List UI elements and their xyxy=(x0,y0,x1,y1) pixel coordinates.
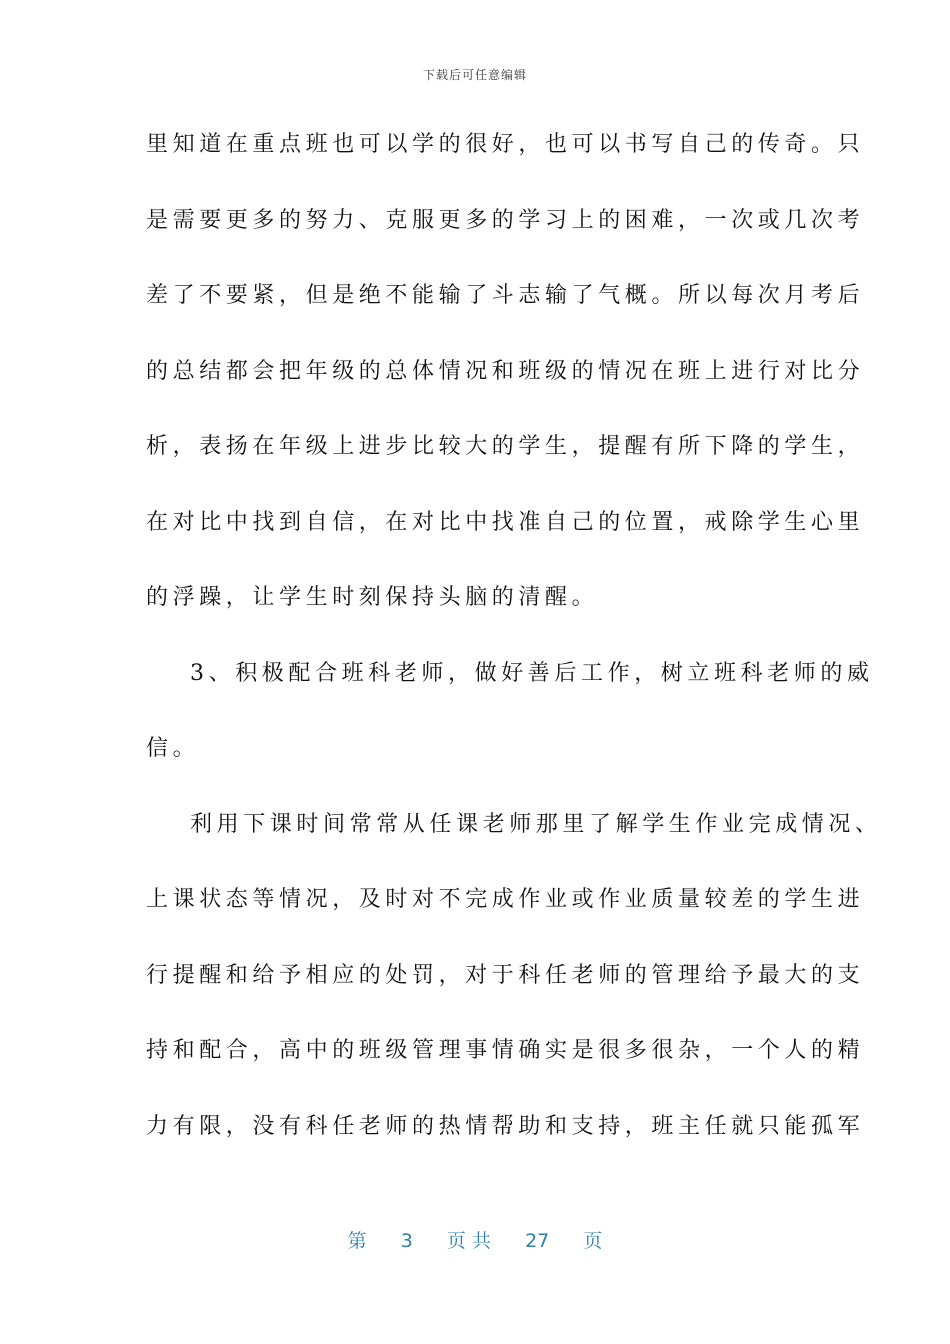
text-line: 里知道在重点班也可以学的很好，也可以书写自己的传奇。只 xyxy=(146,132,865,157)
text-line: 差了不要紧，但是绝不能输了斗志输了气概。所以每次月考后 xyxy=(146,283,865,308)
footer-middle: 页 共 xyxy=(446,1230,491,1252)
text-line: 持和配合，高中的班级管理事情确实是很多很杂，一个人的精 xyxy=(146,1038,865,1063)
text-line: 析，表扬在年级上进步比较大的学生，提醒有所下降的学生， xyxy=(146,434,865,459)
footer-prefix: 第 xyxy=(347,1230,367,1252)
text-line: 在对比中找到自信，在对比中找准自己的位置，戒除学生心里 xyxy=(146,509,865,535)
text-line: 是需要更多的努力、克服更多的学习上的困难，一次或几次考 xyxy=(146,207,865,233)
text-line: 力有限，没有科任老师的热情帮助和支持，班主任就只能孤军 xyxy=(146,1113,865,1139)
total-pages-number: 27 xyxy=(525,1230,550,1252)
current-page-number: 3 xyxy=(400,1230,413,1252)
text-line: 行提醒和给予相应的处罚，对于科任老师的管理给予最大的支 xyxy=(146,962,865,988)
paragraph-start: 利用下课时间常常从任课老师那里了解学生作业完成情况、 xyxy=(190,811,882,837)
text-line: 上课状态等情况，及时对不完成作业或作业质量较差的学生进 xyxy=(146,887,865,912)
text-line: 信。 xyxy=(146,736,200,761)
page-footer xyxy=(0,1226,950,1253)
text-line: 的总结都会把年级的总体情况和班级的情况在班上进行对比分 xyxy=(146,358,865,384)
page-header: 下载后可任意编辑 xyxy=(422,68,527,82)
footer-suffix: 页 xyxy=(583,1230,603,1252)
paragraph-heading: 3、积极配合班科老师，做好善后工作，树立班科老师的威 xyxy=(190,660,874,686)
document-body xyxy=(146,122,882,1179)
text-line: 的浮躁，让学生时刻保持头脑的清醒。 xyxy=(146,585,599,610)
